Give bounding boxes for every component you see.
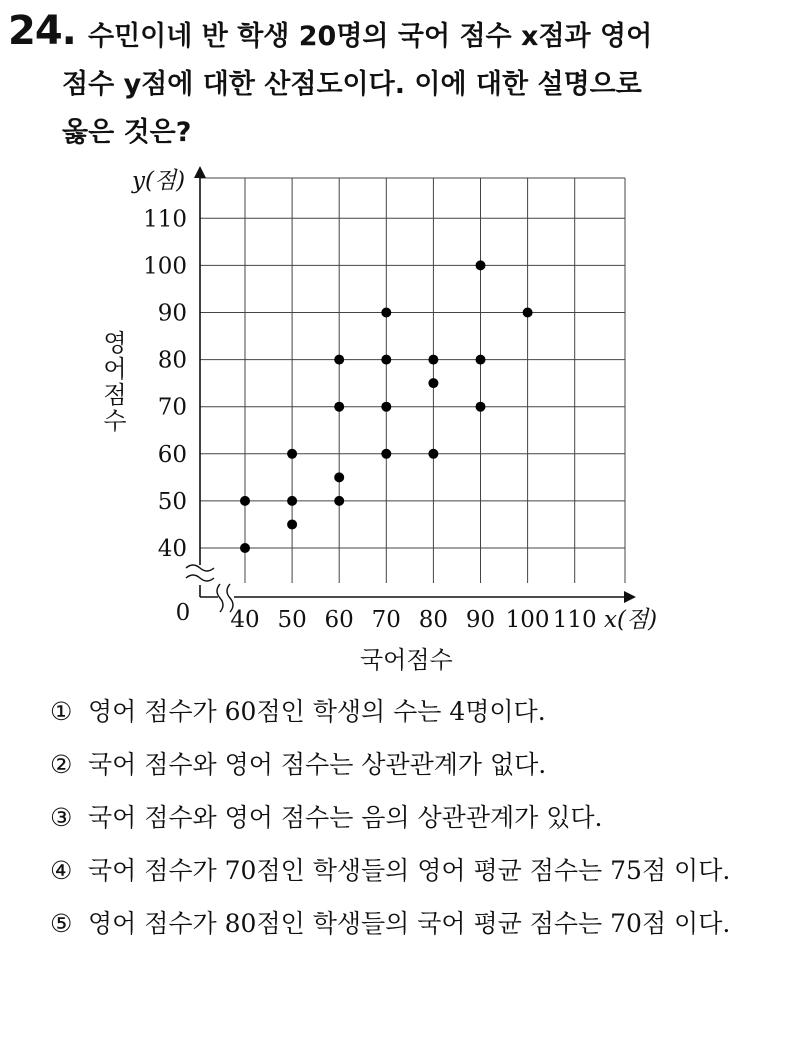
choice-number: ③	[50, 803, 73, 832]
x-tick-label: 70	[371, 607, 401, 633]
x-axis-title: 국어점수	[360, 646, 453, 674]
chart-axes	[186, 166, 636, 612]
data-point	[334, 496, 344, 506]
chart-grid	[200, 178, 625, 583]
x-tick-label: 60	[324, 607, 354, 633]
choice-number: ②	[50, 750, 73, 779]
question-number: 24.	[8, 8, 76, 54]
data-point	[428, 355, 438, 365]
choice-text: 영어 점수가 60점인 학생의 수는 4명이다.	[88, 697, 546, 726]
x-tick-label: 50	[277, 607, 307, 633]
answer-choices	[50, 690, 790, 955]
data-point	[240, 543, 250, 553]
chart-ticks	[131, 168, 657, 633]
x-tick-label: 40	[230, 607, 260, 633]
x-axis-arrow	[624, 591, 636, 603]
data-point	[476, 402, 486, 412]
y-tick-label: 110	[143, 206, 187, 233]
data-point	[476, 355, 486, 365]
y-axis-unit: y(점)	[132, 168, 186, 194]
x-tick-label: 100	[505, 607, 550, 633]
data-point	[240, 496, 250, 506]
y-axis-arrow	[194, 166, 206, 178]
y-tick-label: 40	[157, 536, 187, 562]
data-point	[287, 519, 297, 529]
y-axis-break	[186, 565, 214, 571]
data-point	[334, 472, 344, 482]
choice-number: ④	[50, 856, 73, 885]
data-point	[428, 449, 438, 459]
data-point	[381, 449, 391, 459]
data-point	[381, 402, 391, 412]
choice-text: 영어 점수가 80점인 학생들의 국어 평균 점수는 70점 이다.	[88, 909, 731, 938]
data-point	[287, 496, 297, 506]
y-axis-title: 영어점수	[103, 329, 127, 435]
choice-4[interactable]	[50, 849, 790, 892]
choice-text: 국어 점수가 70점인 학생들의 영어 평균 점수는 75점 이다.	[88, 856, 731, 885]
x-tick-label: 110	[552, 607, 597, 633]
y-tick-label: 90	[157, 300, 187, 327]
data-point	[334, 402, 344, 412]
choice-number: ⑤	[50, 909, 73, 938]
choice-5[interactable]	[50, 902, 790, 945]
data-point	[334, 355, 344, 365]
data-point	[381, 355, 391, 365]
choice-3[interactable]	[50, 796, 790, 839]
choice-text: 국어 점수와 영어 점수는 음의 상관관계가 있다.	[88, 803, 603, 832]
choice-text: 국어 점수와 영어 점수는 상관관계가 없다.	[88, 750, 547, 779]
question-line-3: 옳은 것은?	[62, 117, 192, 148]
question-line-2: 점수 y점에 대한 산점도이다. 이에 대한 설명으로	[62, 69, 642, 100]
y-tick-label: 70	[157, 394, 187, 421]
x-tick-label: 90	[465, 607, 496, 633]
y-axis-break	[186, 575, 214, 581]
x-axis-break	[217, 584, 223, 612]
y-tick-label: 60	[157, 441, 187, 468]
question-line-1: 수민이네 반 학생 20명의 국어 점수 x점과 영어	[88, 21, 653, 52]
data-point	[381, 308, 391, 318]
choice-number: ①	[50, 697, 73, 726]
data-point	[523, 308, 533, 318]
data-point	[287, 449, 297, 459]
data-point	[428, 378, 438, 388]
data-point	[476, 260, 486, 270]
choice-1[interactable]	[50, 690, 790, 733]
x-axis-unit: x(점)	[604, 607, 658, 633]
y-tick-label: 80	[157, 347, 187, 374]
y-tick-label: 50	[157, 488, 187, 515]
y-tick-label: 100	[143, 253, 187, 280]
x-tick-label: 80	[418, 607, 449, 633]
choice-2[interactable]	[50, 743, 790, 786]
origin-label: 0	[175, 600, 191, 626]
